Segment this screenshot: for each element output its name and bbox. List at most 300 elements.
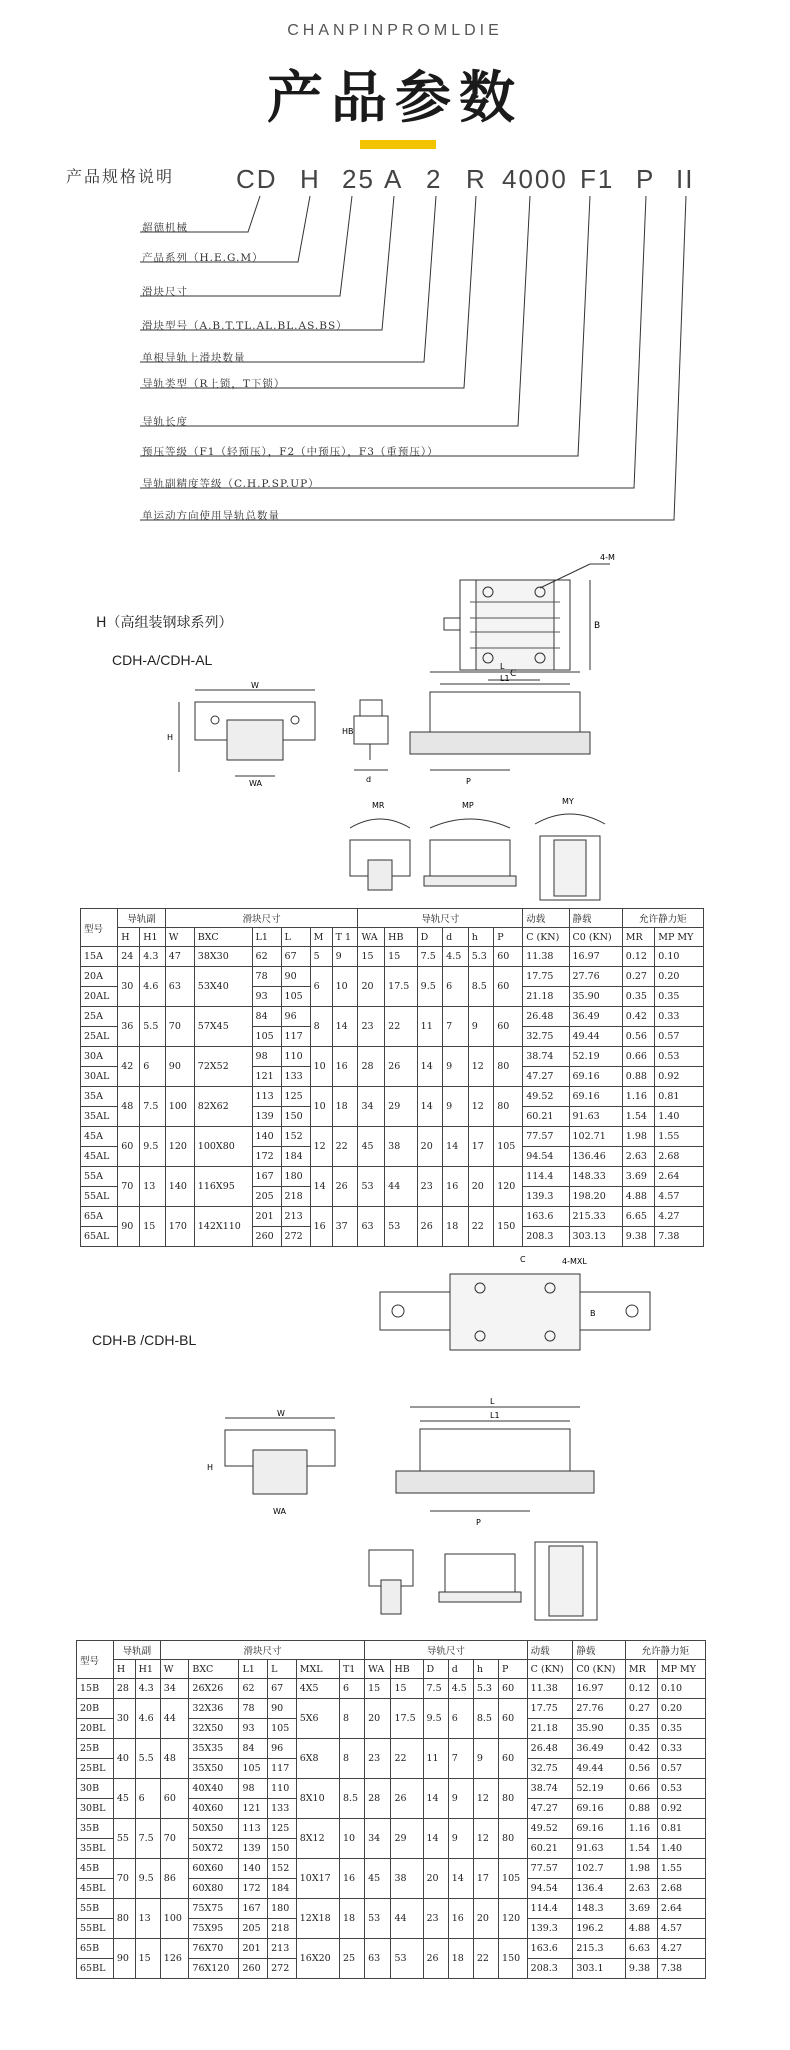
table-cell: 37: [332, 1207, 358, 1247]
table-row: [81, 1207, 704, 1227]
table-cell: 2.63: [625, 1879, 657, 1899]
table-cell: 12: [310, 1127, 332, 1167]
table-cell: 20: [473, 1899, 498, 1939]
spec-item-label: 超德机械: [142, 222, 188, 234]
header-col: MR: [622, 928, 654, 947]
table-cell: 32.75: [527, 1759, 573, 1779]
table-cell: 11: [417, 1007, 443, 1047]
drawing-a-rail-end-view: [340, 690, 400, 790]
table-cell: 38: [385, 1127, 417, 1167]
table-cell: 16: [443, 1167, 469, 1207]
drawing-a-front-view: [165, 680, 335, 790]
table-cell: 27.76: [569, 967, 622, 987]
table-cell: 116X95: [194, 1167, 252, 1207]
table-cell: 34: [358, 1087, 385, 1127]
table-cell: 1.98: [622, 1127, 654, 1147]
table-cell: 0.57: [657, 1759, 705, 1779]
header-model: 型号: [77, 1641, 114, 1679]
table-cell: 105: [252, 1027, 281, 1047]
spec-code-part: CD: [236, 164, 278, 194]
cell-model: 25B: [77, 1739, 114, 1759]
table-cell: 272: [268, 1959, 297, 1979]
dim-d-label: d: [366, 775, 372, 784]
table-cell: 10: [310, 1087, 332, 1127]
table-cell: 75X95: [189, 1919, 239, 1939]
table-cell: 7: [443, 1007, 469, 1047]
table-cell: 4.3: [135, 1679, 160, 1699]
table-cell: 17.5: [391, 1699, 423, 1739]
spec-code-part: 25: [342, 164, 375, 194]
table-cell: 9: [448, 1779, 473, 1819]
cell-model: 65B: [77, 1939, 114, 1959]
dim-b-h-label: H: [207, 1463, 214, 1472]
table-cell: 20: [468, 1167, 494, 1207]
table-cell: 57X45: [194, 1007, 252, 1047]
table-cell: 9.5: [135, 1859, 160, 1899]
table-cell: 0.88: [625, 1799, 657, 1819]
table-cell: 26.48: [527, 1739, 573, 1759]
table-cell: 110: [281, 1047, 310, 1067]
header-col: L1: [252, 928, 281, 947]
table-cell: 133: [281, 1067, 310, 1087]
table-cell: 4.57: [657, 1919, 705, 1939]
header-col: MP MY: [655, 928, 704, 947]
table-cell: 114.4: [527, 1899, 573, 1919]
table-cell: 120: [499, 1899, 528, 1939]
table-cell: 6: [339, 1679, 364, 1699]
table-cell: 6X8: [296, 1739, 339, 1779]
dim-w-label: W: [251, 681, 259, 690]
table-cell: 76X120: [189, 1959, 239, 1979]
dim-h-label: H: [167, 733, 174, 742]
header-col: H1: [140, 928, 166, 947]
table-row: [77, 1779, 706, 1799]
table-cell: 5X6: [296, 1699, 339, 1739]
table-cell: 140: [252, 1127, 281, 1147]
table-cell: 0.10: [657, 1679, 705, 1699]
table-cell: 6: [135, 1779, 160, 1819]
table-cell: 0.12: [622, 947, 654, 967]
table-cell: 32X50: [189, 1719, 239, 1739]
dim-b-4mxl-label: 4-MXL: [562, 1257, 587, 1266]
table-cell: 40X60: [189, 1799, 239, 1819]
table-row: [77, 1679, 706, 1699]
table-row: [81, 1087, 704, 1107]
table-cell: 172: [252, 1147, 281, 1167]
table-cell: 8.5: [473, 1699, 498, 1739]
header-rail-size: 导轨尺寸: [358, 909, 523, 928]
table-cell: 136.4: [573, 1879, 626, 1899]
header-model: 型号: [81, 909, 118, 947]
table-cell: 0.92: [655, 1067, 704, 1087]
header-static-moment: 允许静力矩: [625, 1641, 705, 1660]
table-cell: 22: [468, 1207, 494, 1247]
table-cell: 26X26: [189, 1679, 239, 1699]
table-cell: 16: [448, 1899, 473, 1939]
table-cell: 4.6: [140, 967, 166, 1007]
table-cell: 196.2: [573, 1919, 626, 1939]
dim-c-label: C: [510, 669, 517, 679]
table-cell: 15: [358, 947, 385, 967]
table-cell: 4.27: [655, 1207, 704, 1227]
header-col: d: [443, 928, 469, 947]
table-cell: 17: [473, 1859, 498, 1899]
table-cell: 40: [113, 1739, 135, 1779]
cell-model: 55AL: [81, 1187, 118, 1207]
table-cell: 23: [365, 1739, 391, 1779]
brand-text: CHANPINPROMLDIE: [287, 22, 503, 39]
table-cell: 14: [417, 1087, 443, 1127]
table-cell: 139: [239, 1839, 268, 1859]
table-cell: 117: [268, 1759, 297, 1779]
table-cell: 84: [252, 1007, 281, 1027]
table-cell: 105: [281, 987, 310, 1007]
header-block-size: 滑块尺寸: [160, 1641, 364, 1660]
table-cell: 0.35: [622, 987, 654, 1007]
table-cell: 29: [391, 1819, 423, 1859]
table-cell: 40X40: [189, 1779, 239, 1799]
table-cell: 180: [268, 1899, 297, 1919]
header-col: HB: [385, 928, 417, 947]
cell-model: 55A: [81, 1167, 118, 1187]
table-cell: 42: [118, 1047, 140, 1087]
table-cell: 136.46: [569, 1147, 622, 1167]
table-cell: 5.5: [135, 1739, 160, 1779]
table-cell: 9: [443, 1087, 469, 1127]
dim-b-wa-label: WA: [273, 1507, 286, 1516]
table-cell: 69.16: [569, 1067, 622, 1087]
table-row: [77, 1899, 706, 1919]
table-cell: 3.69: [622, 1167, 654, 1187]
table-cell: 47: [165, 947, 194, 967]
table-cell: 0.27: [625, 1699, 657, 1719]
table-cell: 12: [473, 1819, 498, 1859]
table-cell: 0.92: [657, 1799, 705, 1819]
spec-item-label: 单根导轨上滑块数量: [142, 352, 246, 364]
header-col: BXC: [189, 1660, 239, 1679]
table-cell: 45: [113, 1779, 135, 1819]
table-cell: 0.42: [625, 1739, 657, 1759]
table-cell: 12: [473, 1779, 498, 1819]
table-header-row: [81, 928, 704, 947]
table-cell: 80: [494, 1087, 523, 1127]
table-cell: 139.3: [523, 1187, 569, 1207]
table-cell: 27.76: [573, 1699, 626, 1719]
table-cell: 26: [385, 1047, 417, 1087]
table-cell: 10X17: [296, 1859, 339, 1899]
cell-model: 35B: [77, 1819, 114, 1839]
table-cell: 93: [252, 987, 281, 1007]
table-cell: 4.3: [140, 947, 166, 967]
dim-mr-label: MR: [372, 801, 385, 810]
table-cell: 9.38: [622, 1227, 654, 1247]
table-cell: 140: [165, 1167, 194, 1207]
table-cell: 50X72: [189, 1839, 239, 1859]
spec-code-part: F1: [580, 164, 615, 194]
table-cell: 70: [113, 1859, 135, 1899]
table-cell: 80: [113, 1899, 135, 1939]
cell-model: 20A: [81, 967, 118, 987]
cell-model: 15A: [81, 947, 118, 967]
table-cell: 148.3: [573, 1899, 626, 1919]
table-cell: 105: [239, 1759, 268, 1779]
table-cell: 49.52: [527, 1819, 573, 1839]
table-cell: 26: [332, 1167, 358, 1207]
header-col: D: [417, 928, 443, 947]
table-cell: 180: [281, 1167, 310, 1187]
table-cell: 14: [423, 1779, 448, 1819]
header-col: HB: [391, 1660, 423, 1679]
table-cell: 139.3: [527, 1919, 573, 1939]
table-cell: 60: [499, 1699, 528, 1739]
table-cell: 38.74: [527, 1779, 573, 1799]
table-cell: 34: [365, 1819, 391, 1859]
table-cell: 1.98: [625, 1859, 657, 1879]
header-static-load: 静载: [573, 1641, 626, 1660]
table-cell: 69.16: [573, 1799, 626, 1819]
table-cell: 62: [252, 947, 281, 967]
table-cell: 67: [281, 947, 310, 967]
table-cell: 77.57: [527, 1859, 573, 1879]
table-cell: 0.35: [657, 1719, 705, 1739]
table-cell: 60: [160, 1779, 189, 1819]
table-cell: 8.5: [339, 1779, 364, 1819]
table-cell: 1.54: [625, 1839, 657, 1859]
table-cell: 12X18: [296, 1899, 339, 1939]
drawing-b-moment-views: [355, 1530, 635, 1630]
table-cell: 26: [391, 1779, 423, 1819]
dim-l-label: L: [500, 662, 505, 671]
table-cell: 150: [281, 1107, 310, 1127]
table-cell: 29: [385, 1087, 417, 1127]
table-cell: 0.56: [625, 1759, 657, 1779]
header-col: H: [118, 928, 140, 947]
header-col: C (KN): [523, 928, 569, 947]
header-block-size: 滑块尺寸: [165, 909, 358, 928]
table-cell: 113: [252, 1087, 281, 1107]
table-cell: 5.5: [140, 1007, 166, 1047]
table-cell: 20: [423, 1859, 448, 1899]
header-col: C (KN): [527, 1660, 573, 1679]
cell-model: 15B: [77, 1679, 114, 1699]
table-cell: 13: [135, 1899, 160, 1939]
table-cell: 4.88: [622, 1187, 654, 1207]
table-cell: 22: [473, 1939, 498, 1979]
table-cell: 0.66: [625, 1779, 657, 1799]
table-cell: 98: [239, 1779, 268, 1799]
table-cell: 100: [160, 1899, 189, 1939]
table-cell: 49.44: [573, 1759, 626, 1779]
table-cell: 9: [468, 1007, 494, 1047]
table-cell: 14: [423, 1819, 448, 1859]
table-cell: 8X12: [296, 1819, 339, 1859]
table-cell: 44: [385, 1167, 417, 1207]
table-cell: 60: [499, 1679, 528, 1699]
table-cell: 12: [468, 1047, 494, 1087]
table-cell: 8: [310, 1007, 332, 1047]
table-cell: 98: [252, 1047, 281, 1067]
table-cell: 0.33: [657, 1739, 705, 1759]
table-cell: 0.42: [622, 1007, 654, 1027]
drawing-a-moment-views: [330, 797, 630, 910]
table-cell: 0.56: [622, 1027, 654, 1047]
table-cell: 80: [494, 1047, 523, 1087]
table-cell: 94.54: [527, 1879, 573, 1899]
table-cell: 84: [239, 1739, 268, 1759]
table-cell: 201: [239, 1939, 268, 1959]
header-col: d: [448, 1660, 473, 1679]
cell-model: 45A: [81, 1127, 118, 1147]
header-col: H1: [135, 1660, 160, 1679]
table-cell: 52.19: [573, 1779, 626, 1799]
dim-wa-label: WA: [249, 779, 262, 788]
table-cell: 93: [239, 1719, 268, 1739]
header-dynamic-load: 动载: [523, 909, 569, 928]
table-cell: 17.75: [527, 1699, 573, 1719]
table-cell: 75X75: [189, 1899, 239, 1919]
header-col: MR: [625, 1660, 657, 1679]
table-cell: 53: [385, 1207, 417, 1247]
table-row: [81, 1167, 704, 1187]
table-cell: 36.49: [569, 1007, 622, 1027]
table-cell: 44: [160, 1699, 189, 1739]
header-col: MP MY: [657, 1660, 705, 1679]
series-title: H（高组装钢球系列）: [96, 615, 233, 631]
table-cell: 100X80: [194, 1127, 252, 1167]
table-cell: 0.33: [655, 1007, 704, 1027]
table-cell: 1.55: [657, 1859, 705, 1879]
table-cell: 117: [281, 1027, 310, 1047]
header-col: h: [468, 928, 494, 947]
table-cell: 11.38: [523, 947, 569, 967]
table-cell: 14: [310, 1167, 332, 1207]
table-cell: 148.33: [569, 1167, 622, 1187]
table-cell: 24: [118, 947, 140, 967]
table-cell: 10: [332, 967, 358, 1007]
dim-b-b-label: B: [590, 1309, 596, 1318]
table-cell: 213: [268, 1939, 297, 1959]
table-cell: 90: [268, 1699, 297, 1719]
table-cell: 18: [339, 1899, 364, 1939]
table-cell: 49.44: [569, 1027, 622, 1047]
header-col: T1: [339, 1660, 364, 1679]
spec-table-b: [76, 1640, 706, 1979]
table-cell: 5.3: [473, 1679, 498, 1699]
table-cell: 38X30: [194, 947, 252, 967]
table-cell: 28: [365, 1779, 391, 1819]
table-cell: 0.53: [655, 1047, 704, 1067]
table-cell: 32.75: [523, 1027, 569, 1047]
spec-item-label: 导轨副精度等级（C.H.P.SP.UP）: [142, 478, 320, 490]
cell-model: 25BL: [77, 1759, 114, 1779]
table-row: [77, 1699, 706, 1719]
table-cell: 60: [499, 1739, 528, 1779]
table-cell: 12: [468, 1087, 494, 1127]
table-cell: 72X52: [194, 1047, 252, 1087]
table-cell: 126: [160, 1939, 189, 1979]
table-cell: 140: [239, 1859, 268, 1879]
table-cell: 23: [423, 1899, 448, 1939]
table-cell: 90: [165, 1047, 194, 1087]
table-cell: 45: [358, 1127, 385, 1167]
table-cell: 0.81: [657, 1819, 705, 1839]
table-cell: 16.97: [573, 1679, 626, 1699]
table-cell: 15: [391, 1679, 423, 1699]
table-cell: 184: [268, 1879, 297, 1899]
table-cell: 14: [417, 1047, 443, 1087]
header-col: L: [281, 928, 310, 947]
cell-model: 65A: [81, 1207, 118, 1227]
table-cell: 6: [140, 1047, 166, 1087]
table-cell: 36.49: [573, 1739, 626, 1759]
table-cell: 18: [448, 1939, 473, 1979]
table-cell: 80: [499, 1779, 528, 1819]
header-col: W: [160, 1660, 189, 1679]
table-cell: 16: [339, 1859, 364, 1899]
table-cell: 215.33: [569, 1207, 622, 1227]
table-cell: 0.35: [625, 1719, 657, 1739]
header-col: P: [499, 1660, 528, 1679]
model-title-b: CDH-B /CDH-BL: [92, 1332, 197, 1348]
header-col: h: [473, 1660, 498, 1679]
table-cell: 163.6: [523, 1207, 569, 1227]
cell-model: 35A: [81, 1087, 118, 1107]
table-cell: 0.81: [655, 1087, 704, 1107]
table-cell: 113: [239, 1819, 268, 1839]
table-cell: 70: [160, 1819, 189, 1859]
header-col: C0 (KN): [569, 928, 622, 947]
cell-model: 45AL: [81, 1147, 118, 1167]
table-cell: 0.66: [622, 1047, 654, 1067]
table-cell: 163.6: [527, 1939, 573, 1959]
table-cell: 142X110: [194, 1207, 252, 1247]
header-guide-pair: 导轨副: [118, 909, 166, 928]
table-cell: 201: [252, 1207, 281, 1227]
table-cell: 125: [281, 1087, 310, 1107]
table-cell: 15: [140, 1207, 166, 1247]
table-cell: 63: [365, 1939, 391, 1979]
table-header-row: [77, 1660, 706, 1679]
table-cell: 16X20: [296, 1939, 339, 1979]
table-cell: 53: [391, 1939, 423, 1979]
table-cell: 17.75: [523, 967, 569, 987]
spec-code-part: II: [676, 164, 695, 194]
table-row: [81, 1047, 704, 1067]
table-cell: 5.3: [468, 947, 494, 967]
table-cell: 25: [339, 1939, 364, 1979]
table-cell: 9: [473, 1739, 498, 1779]
table-cell: 120: [165, 1127, 194, 1167]
table-cell: 0.57: [655, 1027, 704, 1047]
table-cell: 7.5: [417, 947, 443, 967]
table-cell: 67: [268, 1679, 297, 1699]
dim-b-l-label: L: [490, 1397, 495, 1406]
table-row: [81, 967, 704, 987]
table-cell: 10: [310, 1047, 332, 1087]
table-cell: 70: [118, 1167, 140, 1207]
spec-item-label: 滑块尺寸: [142, 286, 188, 298]
table-cell: 1.40: [657, 1839, 705, 1859]
table-cell: 114.4: [523, 1167, 569, 1187]
table-cell: 272: [281, 1227, 310, 1247]
table-cell: 23: [358, 1007, 385, 1047]
table-cell: 69.16: [569, 1087, 622, 1107]
table-cell: 6.63: [625, 1939, 657, 1959]
table-cell: 28: [113, 1679, 135, 1699]
table-cell: 22: [332, 1127, 358, 1167]
spec-table-a: [80, 908, 704, 1247]
table-cell: 30: [113, 1699, 135, 1739]
